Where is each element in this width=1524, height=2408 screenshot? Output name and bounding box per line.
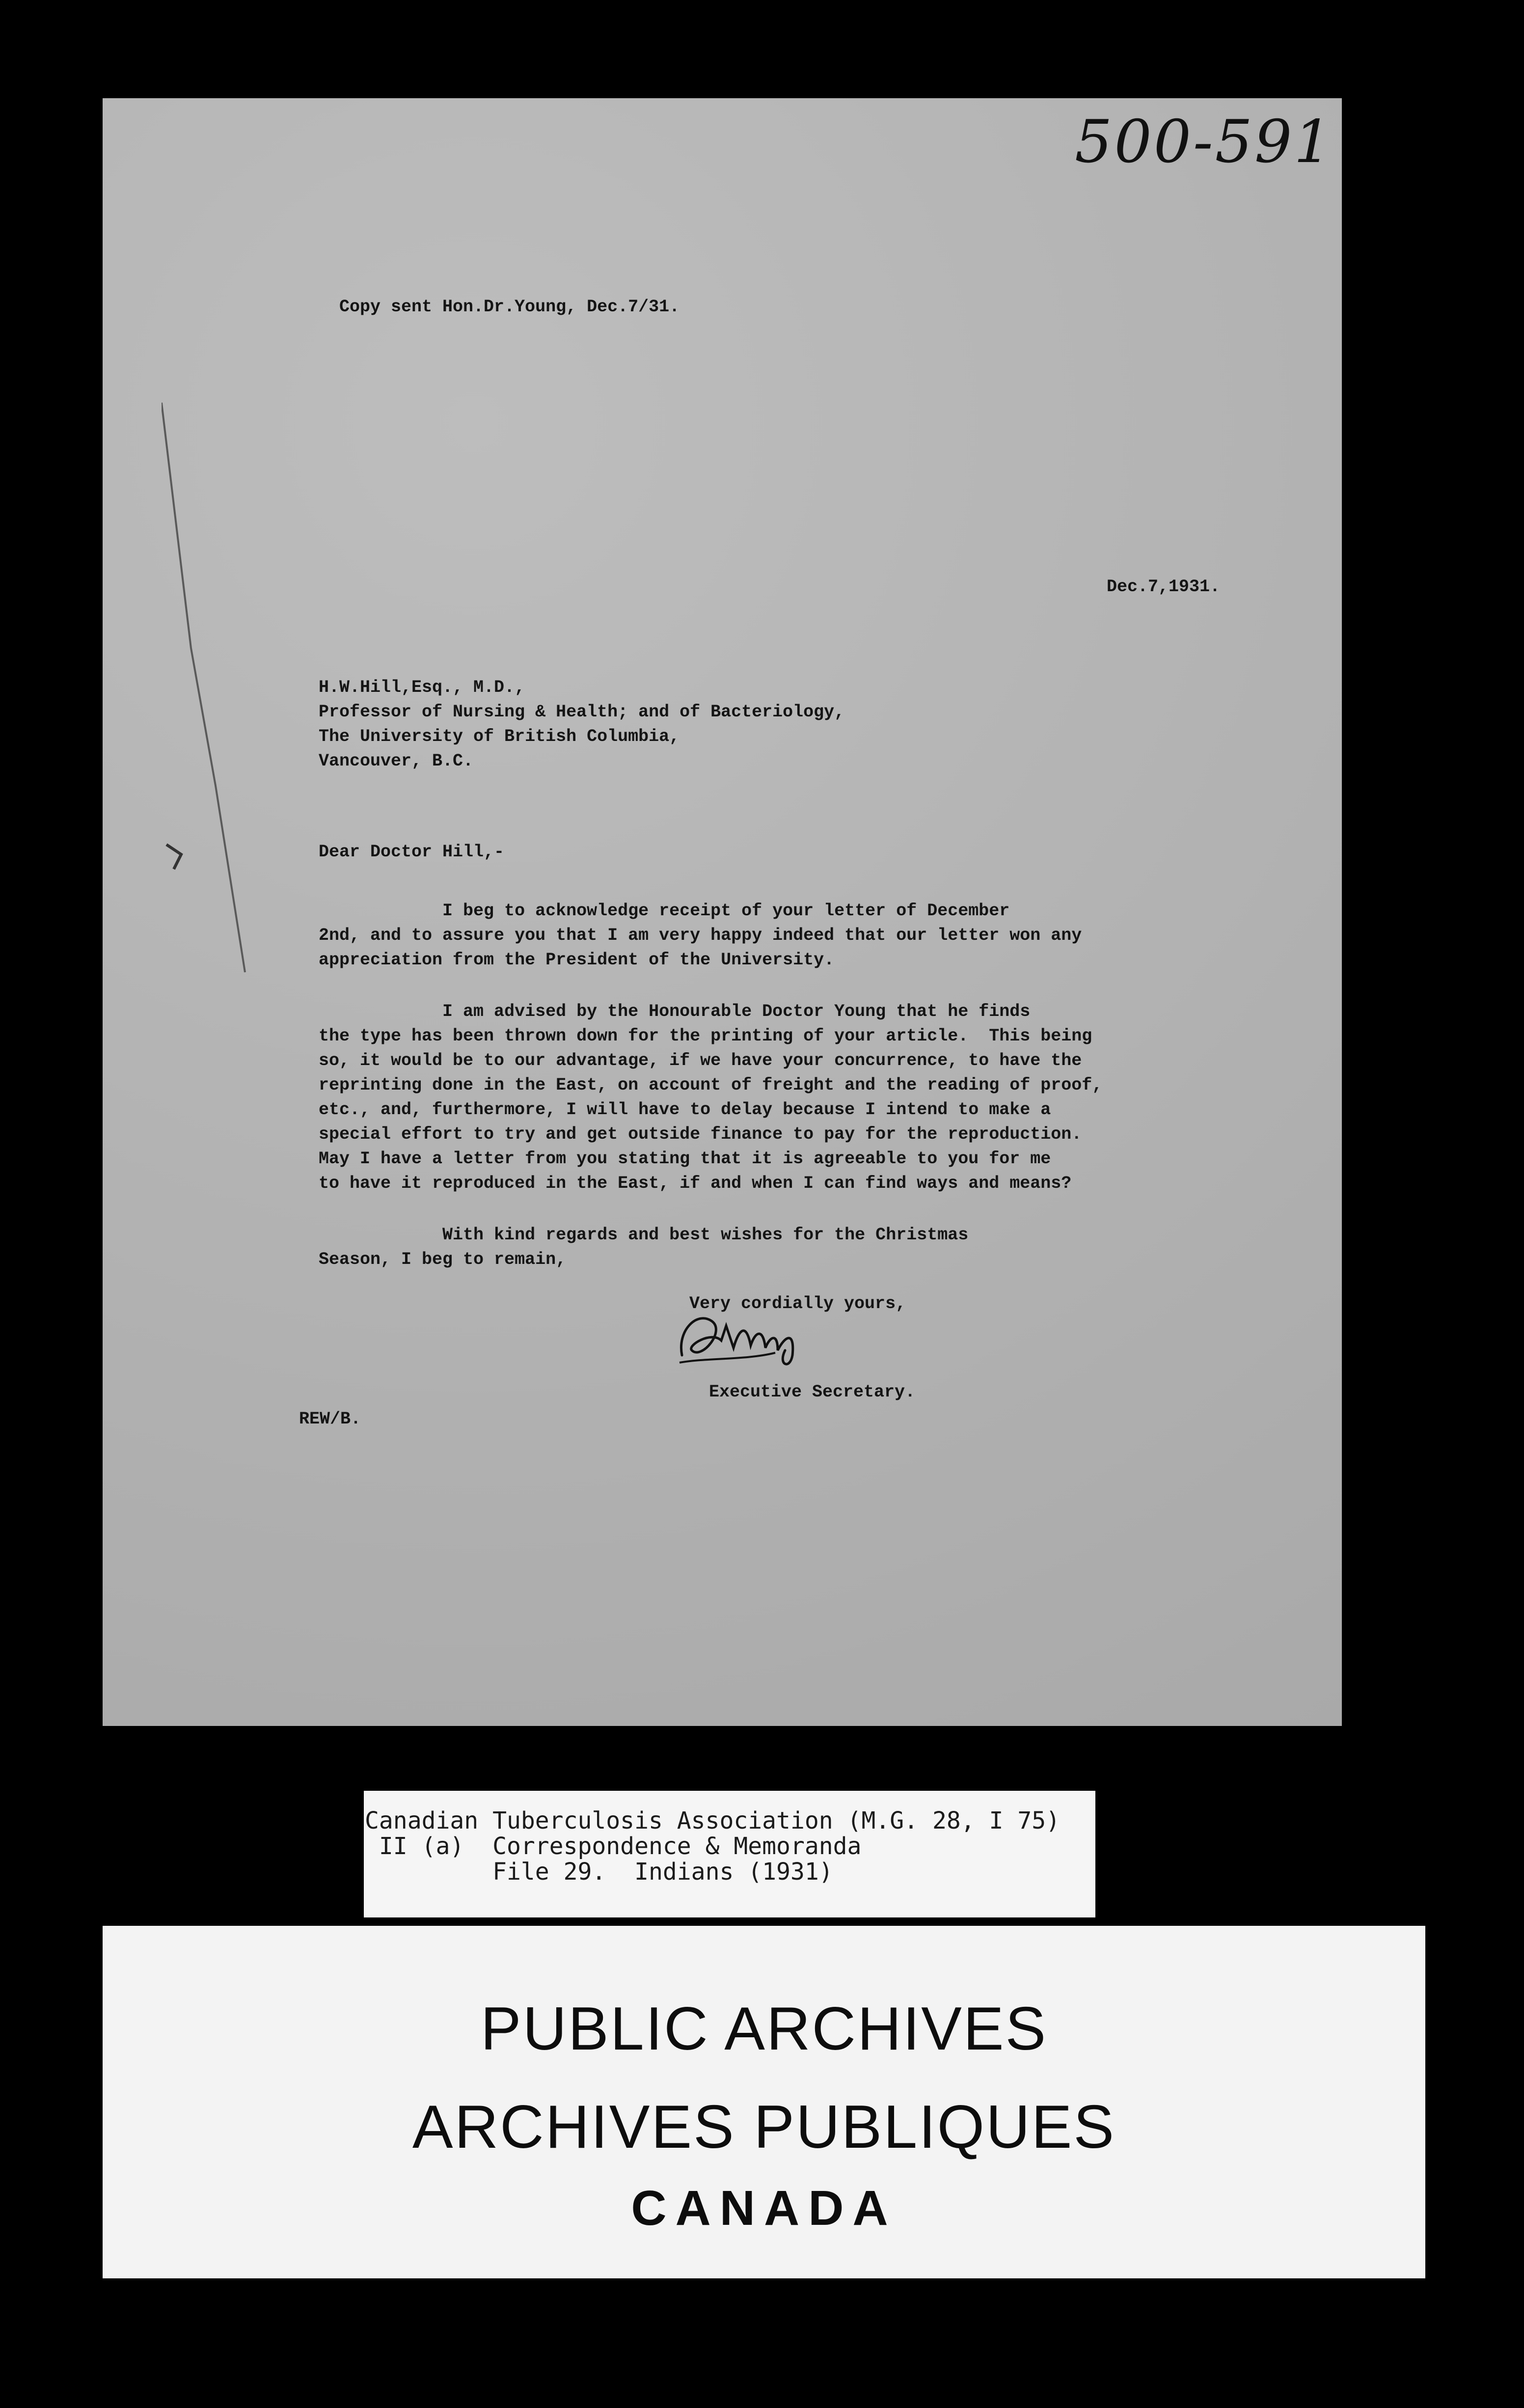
banner-line-french: ARCHIVES PUBLIQUES <box>412 2093 1116 2161</box>
label-line: II (a) Correspondence & Memoranda <box>365 1833 862 1860</box>
body-line: to have it reproduced in the East, if and when I can find ways and means? <box>319 1174 1072 1193</box>
copy-note: Copy sent Hon.Dr.Young, Dec.7/31. <box>339 297 680 317</box>
banner-line-english: PUBLIC ARCHIVES <box>480 1995 1048 2063</box>
body-line: the type has been thrown down for the printing of your article. This being <box>319 1026 1092 1046</box>
body-line: 2nd, and to assure you that I am very happy indeed that our letter won any <box>319 926 1082 945</box>
signature-scribble <box>672 1301 829 1375</box>
body-line: With kind regards and best wishes for the Christmas <box>319 1225 969 1245</box>
label-line: Canadian Tuberculosis Association (M.G. 28, I 75) <box>365 1807 1061 1834</box>
body-line: I am advised by the Honourable Doctor Young that he finds <box>319 1002 1031 1021</box>
signature-title: Executive Secretary. <box>709 1382 916 1402</box>
handwritten-reference: 500-591 <box>1075 108 1334 176</box>
body-line: I beg to acknowledge receipt of your letter of December <box>319 901 1010 921</box>
body-line: Season, I beg to remain, <box>319 1250 567 1269</box>
public-archives-banner <box>103 1926 1425 2278</box>
body-line: etc., and, furthermore, I will have to delay because I intend to make a <box>319 1100 1051 1120</box>
label-line: File 29. Indians (1931) <box>365 1858 833 1886</box>
closing: Very cordially yours, <box>689 1294 906 1313</box>
address-line: Professor of Nursing & Health; and of Bacteriology, <box>319 702 845 722</box>
typist-initials: REW/B. <box>299 1409 361 1429</box>
page-crease-mark <box>162 344 260 982</box>
body-line: appreciation from the President of the University. <box>319 950 835 970</box>
banner-country: CANADA <box>631 2181 897 2236</box>
body-line: reprinting done in the East, on account of freight and the reading of proof, <box>319 1075 1103 1095</box>
letter-page <box>103 98 1342 1726</box>
letter-date: Dec.7,1931. <box>1107 577 1221 597</box>
address-line: Vancouver, B.C. <box>319 751 474 771</box>
address-line: The University of British Columbia, <box>319 727 680 746</box>
address-line: H.W.Hill,Esq., M.D., <box>319 678 525 697</box>
salutation: Dear Doctor Hill,- <box>319 842 505 862</box>
body-line: special effort to try and get outside finance to pay for the reproduction. <box>319 1124 1082 1144</box>
body-line: May I have a letter from you stating that it is agreeable to you for me <box>319 1149 1051 1169</box>
archive-reference-label <box>364 1791 1095 1917</box>
body-line: so, it would be to our advantage, if we have your concurrence, to have the <box>319 1051 1082 1070</box>
